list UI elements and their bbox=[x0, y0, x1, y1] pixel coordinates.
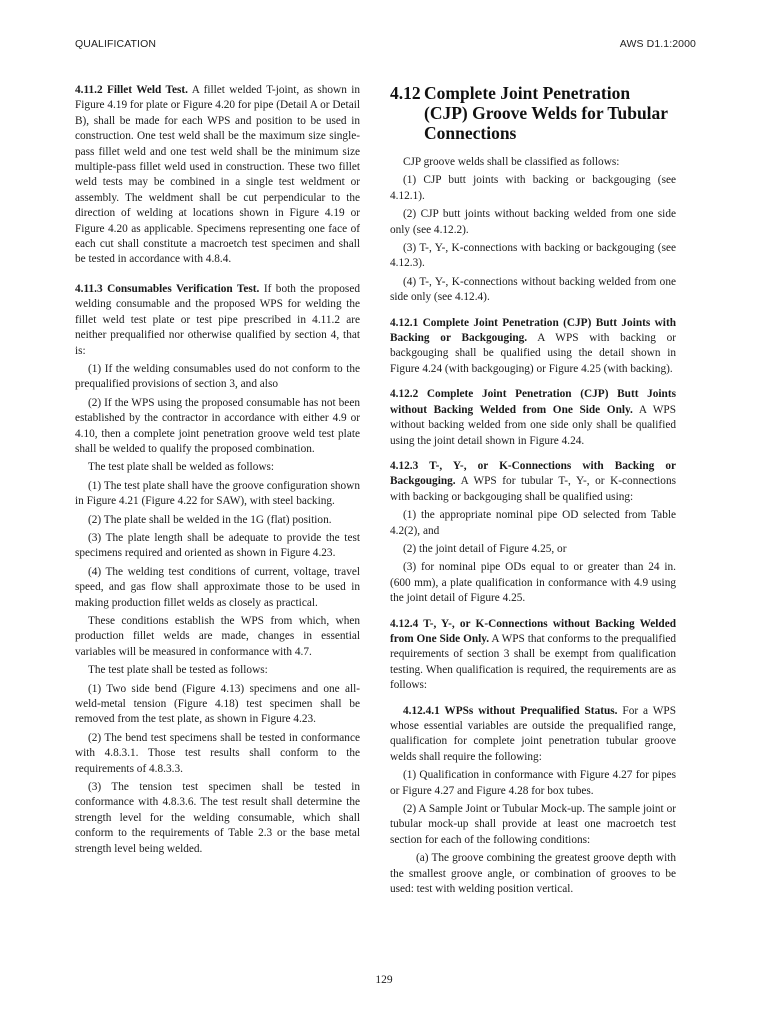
section-4-12-2 bbox=[390, 387, 676, 449]
section-body: A WPS without backing welded from one side only shall be qualified using the joint detail shown in Figure 4.24. bbox=[390, 403, 676, 447]
list-item: (4) T-, Y-, K-connections without backing welded from one side only (see 4.12.4). bbox=[390, 275, 676, 304]
list-item: (1) Qualification in conformance with Figure 4.27 for pipes or Figure 4.27 and Figure 4.28 for box tubes. bbox=[390, 769, 676, 797]
page-number: 129 bbox=[375, 974, 393, 986]
paragraph: CJP groove welds shall be classified as follows: bbox=[403, 156, 620, 168]
section-4-12-3 bbox=[390, 459, 676, 505]
section-body: A WPS with backing or backgouging shall be qualified using the detail shown in Figure 4.24 (with backgouging) or Figure 4.25 (with backing). bbox=[390, 332, 677, 375]
list-item: (2) the joint detail of Figure 4.25, or bbox=[403, 542, 567, 555]
section-title-line: Connections bbox=[424, 123, 517, 143]
paragraph: (4) The welding test conditions of current, voltage, travel speed, and gas flow shall approximate those to be used in making production fillet welds as closely as practical. bbox=[75, 565, 360, 609]
list-item: (1) the appropriate nominal pipe OD selected from Table 4.2(2), and bbox=[390, 509, 676, 537]
section-body: A fillet welded T-joint, as shown in Figure 4.19 for plate or Figure 4.20 for pipe (Detail A or Detail B), shall be made for each WPS and position to be used in construction. One test weld shall be the maximum size single-pass fillet weld and one test weld shall be the minimum size multiple-pass fillet weld used in construction. These two fillet weld tests may be combined in a single test weldment or assembly. The weldment shall be cut perpendicular to the direction of welding at locations shown in Figure 4.19 or Figure 4.20 as applicable. Specimens representing one face of each cut shall constitute a macroetch test specimen and shall be tested in accordance with 4.8.4. bbox=[75, 84, 360, 266]
section-heading: 4.12.4 T-, Y-, or K-Connections without Backing Welded from One Side Only. bbox=[390, 617, 676, 645]
left-column bbox=[75, 83, 360, 860]
running-header-standard: AWS D1.1:2000 bbox=[619, 38, 696, 50]
section-heading: 4.12.1 Complete Joint Penetration (CJP) Butt Joints with Backing or Backgouging. bbox=[390, 316, 676, 345]
section-4-12-4 bbox=[390, 617, 676, 694]
section-title-line: Complete Joint Penetration bbox=[424, 83, 631, 103]
section-4-12-4-1 bbox=[390, 704, 676, 766]
list-item: (3) for nominal pipe ODs equal to or greater than 24 in. (600 mm), a plate qualification in conformance with 4.9 using the joint detail of Figure 4.25. bbox=[390, 561, 676, 605]
section-title-4-12 bbox=[390, 83, 676, 143]
section-body: If both the proposed welding consumable and the proposed WPS for welding the fillet weld test plate or test pipe prescribed in 4.11.2 are neither prequalified nor otherwise qualified by section 4, that is: bbox=[75, 282, 360, 357]
section-title-number: 4.12 bbox=[390, 83, 421, 103]
list-item: (2) CJP butt joints without backing welded from one side only (see 4.12.2). bbox=[390, 208, 676, 236]
section-heading: 4.12.2 Complete Joint Penetration (CJP) Butt Joints without Backing Welded from One Side Only. bbox=[390, 388, 676, 416]
section-heading: 4.11.2 Fillet Weld Test. bbox=[75, 84, 188, 96]
paragraph: (2) The plate shall be welded in the 1G (flat) position. bbox=[88, 513, 332, 526]
paragraph: The test plate shall be welded as follows: bbox=[88, 461, 275, 474]
list-item: (1) CJP butt joints with backing or backgouging (see 4.12.1). bbox=[390, 174, 676, 202]
paragraph: The test plate shall be tested as follows: bbox=[88, 664, 268, 677]
section-heading: 4.11.3 Consumables Verification Test. bbox=[75, 282, 260, 295]
paragraph: (2) The bend test specimens shall be tested in conformance with 4.8.3.1. Those test results shall conform to the requirements of 4.8.3.3. bbox=[75, 731, 360, 775]
section-heading: 4.12.3 T-, Y-, or K-Connections with Backing or Backgouging. bbox=[390, 459, 676, 488]
section-body: For a WPS whose essential variables are outside the prequalified range, qualification for complete joint penetration tubular groove welds shall require the following: bbox=[390, 704, 676, 763]
section-4-12-1 bbox=[390, 316, 676, 378]
running-header-section: QUALIFICATION bbox=[75, 38, 157, 50]
paragraph: (1) If the welding consumables used do not conform to the prequalified provisions of section 3, and also bbox=[75, 362, 360, 391]
list-item: (3) T-, Y-, K-connections with backing or backgouging (see 4.12.3). bbox=[390, 242, 676, 270]
section-4-11-2 bbox=[75, 83, 360, 268]
section-heading: 4.12.4.1 WPSs without Prequalified Status. bbox=[403, 704, 618, 717]
list-item: (a) The groove combining the greatest groove depth with the smallest groove angle, or combination of grooves to be used: test with welding position vertical. bbox=[390, 852, 676, 896]
paragraph: These conditions establish the WPS from which, when production fillet welds are made, changes in essential variables will be measured in conformance with 4.7. bbox=[75, 615, 360, 658]
paragraph: (1) Two side bend (Figure 4.13) specimens and one all-weld-metal tension (Figure 4.18) test specimen shall be removed from the test plate, as shown in Figure 4.23. bbox=[75, 682, 360, 726]
section-body: A WPS for tubular T-, Y-, or K-connections with backing or backgouging shall be qualified using: bbox=[390, 475, 676, 503]
section-title-line: (CJP) Groove Welds for Tubular bbox=[424, 103, 669, 123]
list-item: (2) A Sample Joint or Tubular Mock-up. The sample joint or tubular mock-up shall provide at least one macroetch test section for each of the following conditions: bbox=[390, 803, 676, 846]
paragraph: (3) The tension test specimen shall be tested in conformance with 4.8.3.6. The test result shall determine the strength level for the welding consumable, which shall conform to the requirements of Table 2.3 or the base metal strength level being welded. bbox=[75, 781, 360, 855]
section-4-11-3 bbox=[75, 282, 360, 359]
paragraph: (2) If the WPS using the proposed consumable has not been established by the contractor in accordance with either 4.9 or 4.10, then a complete joint penetration groove weld test plate shall be welded to qualify the proposed combination. bbox=[75, 396, 360, 455]
section-body: A WPS that conforms to the prequalified requirements of section 3 shall be exempt from qualification testing. When qualification is required, the requirements are as follows: bbox=[390, 632, 676, 692]
right-column bbox=[390, 83, 676, 900]
paragraph: (1) The test plate shall have the groove configuration shown in Figure 4.21 (Figure 4.22 for SAW), with steel backing. bbox=[75, 479, 360, 508]
paragraph: (3) The plate length shall be adequate to provide the test specimens required and oriented as shown in Figure 4.23. bbox=[75, 531, 360, 560]
